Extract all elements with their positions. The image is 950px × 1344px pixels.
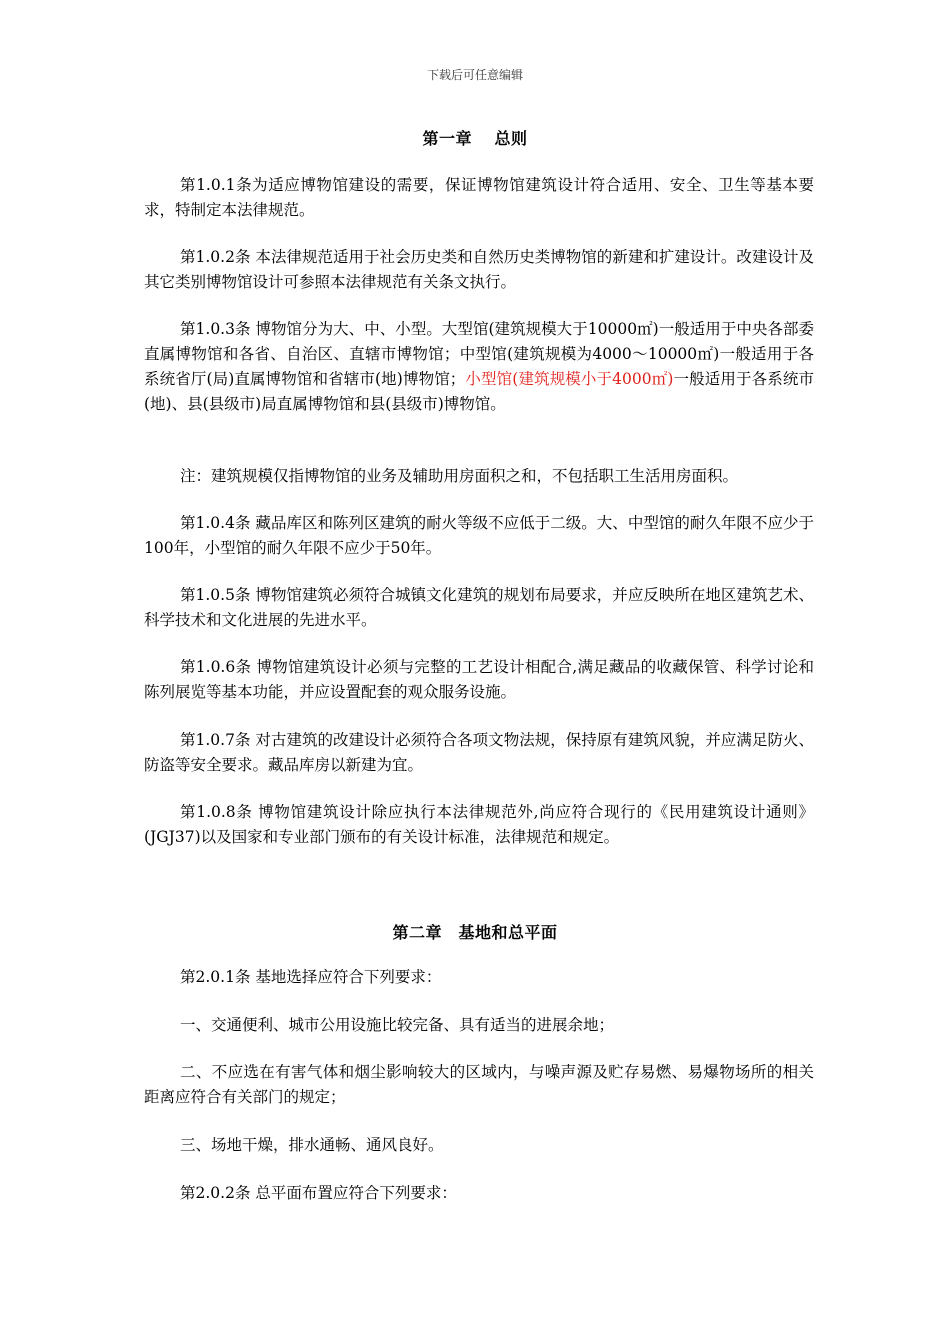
article-1-0-5: 第1.0.5条 博物馆建筑必须符合城镇文化建筑的规划布局要求，并应反映所在地区建筑艺术、科学技术和文化进展的先进水平。 [144, 586, 814, 629]
note-building-scale: 注：建筑规模仅指博物馆的业务及辅助用房面积之和，不包括职工生活用房面积。 [180, 467, 739, 485]
article-1-0-2: 第1.0.2条 本法律规范适用于社会历史类和自然历史类博物馆的新建和扩建设计。改建设计及其它类别博物馆设计可参照本法律规范有关条文执行。 [144, 248, 814, 291]
list-item-2: 二、不应选在有害气体和烟尘影响较大的区域内，与噪声源及贮存易燃、易爆物场所的相关距离应符合有关部门的规定； [144, 1063, 814, 1106]
article-1-0-3-text-b: 一般适用于各系统市(地)、县(县级市)局直属博物馆和县(县级市)博物馆。 [144, 370, 814, 413]
article-1-0-1: 第1.0.1条为适应博物馆建设的需要，保证博物馆建筑设计符合适用、安全、卫生等基本要求，特制定本法律规范。 [144, 176, 814, 219]
chapter-1-title: 第一章 总则 [422, 129, 528, 148]
list-item-1: 一、交通便利、城市公用设施比较完备、具有适当的进展余地； [180, 1016, 615, 1034]
header-note: 下载后可任意编辑 [426, 68, 523, 82]
article-1-0-3 [144, 317, 814, 417]
article-1-0-3-text-a: 第1.0.3条 博物馆分为大、中、小型。大型馆(建筑规模大于10000㎡)一般适用于中央各部委直属博物馆和各省、自治区、直辖市博物馆；中型馆(建筑规模为4000～10000㎡)一般适用于各系统省厅(局)直属博物馆和省辖市(地)博物馆； [144, 320, 814, 388]
article-2-0-1: 第2.0.1条 基地选择应符合下列要求： [180, 968, 442, 986]
article-1-0-3-highlight: 小型馆(建筑规模小于4000㎡) [465, 370, 674, 388]
article-2-0-2: 第2.0.2条 总平面布置应符合下列要求： [180, 1184, 457, 1202]
article-1-0-7: 第1.0.7条 对古建筑的改建设计必须符合各项文物法规，保持原有建筑风貌，并应满足防火、防盗等安全要求。藏品库房以新建为宜。 [144, 731, 814, 774]
chapter-2-title: 第二章 基地和总平面 [392, 923, 558, 942]
list-item-3: 三、场地干燥，排水通畅、通风良好。 [180, 1136, 444, 1154]
article-1-0-4: 第1.0.4条 藏品库区和陈列区建筑的耐火等级不应低于二级。大、中型馆的耐久年限不应少于100年，小型馆的耐久年限不应少于50年。 [144, 514, 814, 557]
article-1-0-6: 第1.0.6条 博物馆建筑设计必须与完整的工艺设计相配合,满足藏品的收藏保管、科学讨论和陈列展览等基本功能，并应设置配套的观众服务设施。 [144, 658, 814, 701]
article-1-0-8: 第1.0.8条 博物馆建筑设计除应执行本法律规范外,尚应符合现行的《民用建筑设计通则》(JGJ37)以及国家和专业部门颁布的有关设计标准，法律规范和规定。 [144, 803, 814, 846]
